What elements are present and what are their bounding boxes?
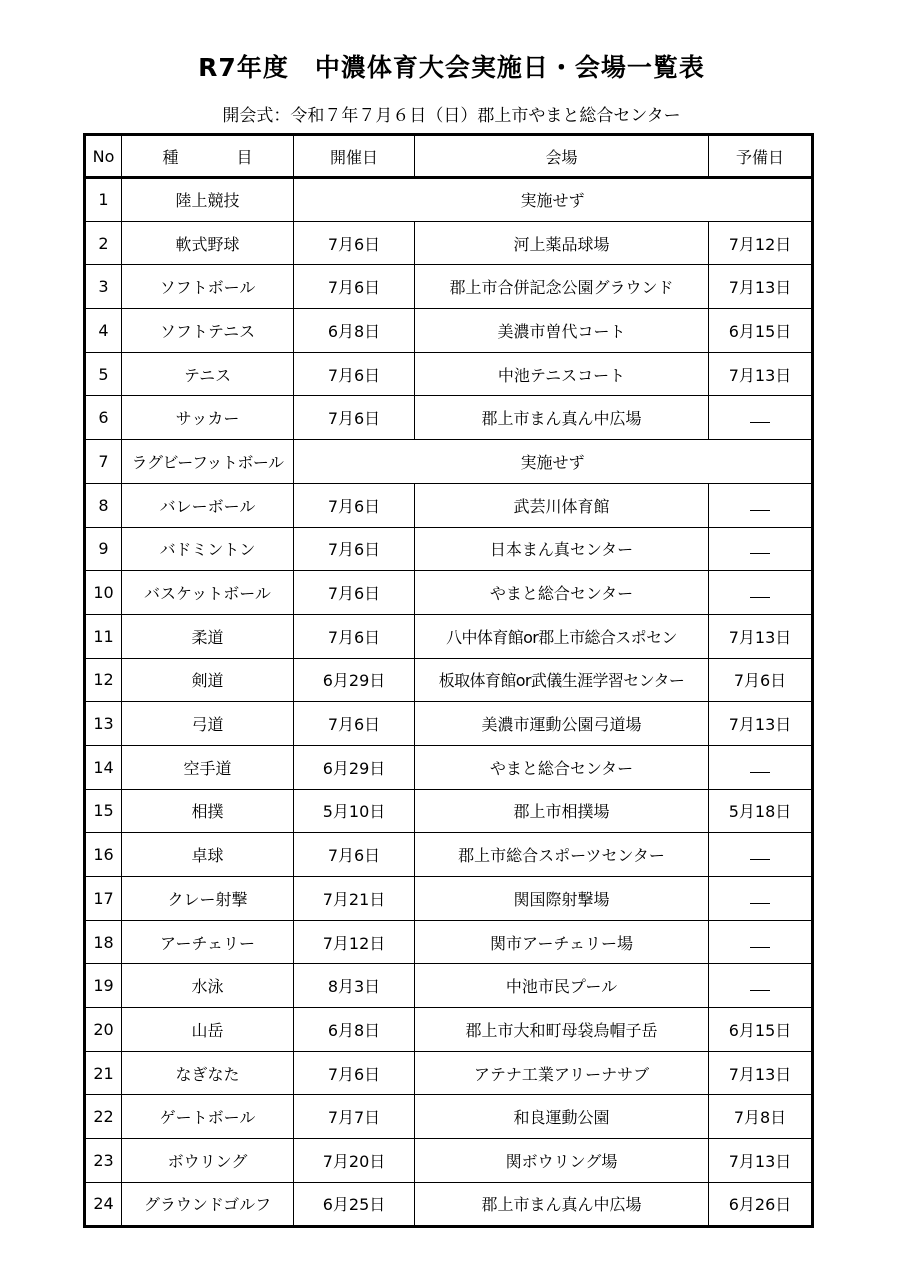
row-no: 11	[85, 614, 122, 658]
row-event: 卓球	[122, 833, 294, 877]
table-row	[85, 483, 813, 527]
header-event-char-2: 目	[236, 147, 253, 167]
row-venue: 日本まん真センター	[415, 527, 709, 571]
row-event: ソフトテニス	[122, 309, 294, 353]
row-date: 7月6日	[294, 702, 415, 746]
row-venue: 郡上市まん真ん中広場	[415, 1182, 709, 1226]
table-header-row	[85, 135, 813, 178]
table-row	[85, 920, 813, 964]
row-no: 4	[85, 309, 122, 353]
row-reserve-date: 6月26日	[709, 1182, 813, 1226]
row-event: 陸上競技	[122, 178, 294, 222]
header-no: No	[85, 135, 122, 178]
row-event: なぎなた	[122, 1051, 294, 1095]
table-row	[85, 614, 813, 658]
row-event: ラグビーフットボール	[122, 440, 294, 484]
row-venue: 中池テニスコート	[415, 352, 709, 396]
row-date: 5月10日	[294, 789, 415, 833]
row-venue: 美濃市運動公園弓道場	[415, 702, 709, 746]
row-date: 7月6日	[294, 221, 415, 265]
table-row	[85, 1139, 813, 1183]
row-date: 7月6日	[294, 483, 415, 527]
table-row	[85, 1095, 813, 1139]
row-date: 7月21日	[294, 877, 415, 921]
row-event: 弓道	[122, 702, 294, 746]
row-venue: 郡上市まん真ん中広場	[415, 396, 709, 440]
table-row	[85, 440, 813, 484]
row-date: 7月6日	[294, 571, 415, 615]
row-venue: 中池市民プール	[415, 964, 709, 1008]
table-row	[85, 265, 813, 309]
row-reserve-date: 7月13日	[709, 702, 813, 746]
row-event: 剣道	[122, 658, 294, 702]
row-date: 8月3日	[294, 964, 415, 1008]
row-date: 6月8日	[294, 309, 415, 353]
row-venue: 武芸川体育館	[415, 483, 709, 527]
row-no: 16	[85, 833, 122, 877]
row-reserve-date	[709, 745, 813, 789]
row-reserve-date	[709, 483, 813, 527]
row-venue: 関市アーチェリー場	[415, 920, 709, 964]
row-venue: 八中体育館or郡上市総合スポセン	[415, 614, 709, 658]
row-reserve-date: 7月13日	[709, 1139, 813, 1183]
row-date: 6月8日	[294, 1008, 415, 1052]
row-not-held: 実施せず	[294, 178, 813, 222]
row-event: アーチェリー	[122, 920, 294, 964]
table-row	[85, 178, 813, 222]
table-row	[85, 352, 813, 396]
page-title: R7年度 中濃体育大会実施日・会場一覧表	[198, 53, 705, 82]
row-reserve-date	[709, 877, 813, 921]
row-no: 17	[85, 877, 122, 921]
row-date: 7月12日	[294, 920, 415, 964]
row-date: 6月29日	[294, 658, 415, 702]
row-venue: 関ボウリング場	[415, 1139, 709, 1183]
row-event: 柔道	[122, 614, 294, 658]
row-no: 5	[85, 352, 122, 396]
row-venue: 和良運動公園	[415, 1095, 709, 1139]
row-no: 13	[85, 702, 122, 746]
no-reserve-dash	[750, 851, 770, 860]
row-venue: アテナ工業アリーナサブ	[415, 1051, 709, 1095]
row-event: バレーボール	[122, 483, 294, 527]
row-venue: 郡上市合併記念公園グラウンド	[415, 265, 709, 309]
row-no: 21	[85, 1051, 122, 1095]
row-event: サッカー	[122, 396, 294, 440]
header-reserve-date: 予備日	[709, 135, 813, 178]
row-no: 12	[85, 658, 122, 702]
header-date: 開催日	[294, 135, 415, 178]
row-reserve-date: 6月15日	[709, 1008, 813, 1052]
header-event-char-1: 種	[162, 147, 179, 167]
table-row	[85, 1051, 813, 1095]
row-event: 山岳	[122, 1008, 294, 1052]
no-reserve-dash	[750, 414, 770, 423]
row-venue: やまと総合センター	[415, 745, 709, 789]
row-date: 7月6日	[294, 833, 415, 877]
table-row	[85, 745, 813, 789]
table-row	[85, 964, 813, 1008]
row-reserve-date: 7月13日	[709, 614, 813, 658]
row-venue: 郡上市総合スポーツセンター	[415, 833, 709, 877]
row-reserve-date	[709, 571, 813, 615]
row-event: 相撲	[122, 789, 294, 833]
opening-ceremony-info: 開会式：令和７年７月６日（日）郡上市やまと総合センター	[222, 106, 681, 126]
row-no: 8	[85, 483, 122, 527]
row-reserve-date	[709, 964, 813, 1008]
row-venue: 関国際射撃場	[415, 877, 709, 921]
row-date: 6月29日	[294, 745, 415, 789]
row-no: 15	[85, 789, 122, 833]
row-date: 7月6日	[294, 527, 415, 571]
row-event: 空手道	[122, 745, 294, 789]
row-reserve-date: 7月12日	[709, 221, 813, 265]
row-date: 7月6日	[294, 614, 415, 658]
table-row	[85, 1182, 813, 1226]
table-row	[85, 527, 813, 571]
table-row	[85, 702, 813, 746]
row-no: 24	[85, 1182, 122, 1226]
row-no: 10	[85, 571, 122, 615]
row-date: 6月25日	[294, 1182, 415, 1226]
table-row	[85, 658, 813, 702]
row-reserve-date: 5月18日	[709, 789, 813, 833]
row-venue: 郡上市大和町母袋烏帽子岳	[415, 1008, 709, 1052]
row-no: 23	[85, 1139, 122, 1183]
row-no: 22	[85, 1095, 122, 1139]
row-no: 19	[85, 964, 122, 1008]
row-no: 14	[85, 745, 122, 789]
row-no: 6	[85, 396, 122, 440]
row-no: 20	[85, 1008, 122, 1052]
row-date: 7月7日	[294, 1095, 415, 1139]
row-reserve-date: 7月6日	[709, 658, 813, 702]
row-no: 18	[85, 920, 122, 964]
row-venue: 板取体育館or武儀生涯学習センター	[415, 658, 709, 702]
row-event: テニス	[122, 352, 294, 396]
row-reserve-date	[709, 920, 813, 964]
row-event: ソフトボール	[122, 265, 294, 309]
no-reserve-dash	[750, 589, 770, 598]
row-venue: やまと総合センター	[415, 571, 709, 615]
row-reserve-date: 7月13日	[709, 352, 813, 396]
header-venue: 会場	[415, 135, 709, 178]
table-row	[85, 789, 813, 833]
row-event: バスケットボール	[122, 571, 294, 615]
table-row	[85, 221, 813, 265]
row-date: 7月20日	[294, 1139, 415, 1183]
row-no: 3	[85, 265, 122, 309]
row-no: 9	[85, 527, 122, 571]
row-reserve-date: 7月8日	[709, 1095, 813, 1139]
row-reserve-date: 7月13日	[709, 1051, 813, 1095]
no-reserve-dash	[750, 982, 770, 991]
row-event: ゲートボール	[122, 1095, 294, 1139]
table-row	[85, 833, 813, 877]
no-reserve-dash	[750, 545, 770, 554]
row-event: クレー射撃	[122, 877, 294, 921]
no-reserve-dash	[750, 764, 770, 773]
row-reserve-date	[709, 527, 813, 571]
row-reserve-date: 6月15日	[709, 309, 813, 353]
row-reserve-date	[709, 833, 813, 877]
no-reserve-dash	[750, 502, 770, 511]
table-row	[85, 309, 813, 353]
row-no: 7	[85, 440, 122, 484]
table-row	[85, 1008, 813, 1052]
table-row	[85, 877, 813, 921]
header-event	[122, 135, 294, 178]
row-date: 7月6日	[294, 265, 415, 309]
row-not-held: 実施せず	[294, 440, 813, 484]
row-no: 1	[85, 178, 122, 222]
no-reserve-dash	[750, 895, 770, 904]
row-venue: 河上薬品球場	[415, 221, 709, 265]
row-date: 7月6日	[294, 1051, 415, 1095]
row-reserve-date: 7月13日	[709, 265, 813, 309]
row-date: 7月6日	[294, 396, 415, 440]
row-event: バドミントン	[122, 527, 294, 571]
row-date: 7月6日	[294, 352, 415, 396]
table-row	[85, 571, 813, 615]
row-event: 軟式野球	[122, 221, 294, 265]
row-reserve-date	[709, 396, 813, 440]
no-reserve-dash	[750, 939, 770, 948]
row-event: 水泳	[122, 964, 294, 1008]
row-venue: 郡上市相撲場	[415, 789, 709, 833]
row-no: 2	[85, 221, 122, 265]
row-event: グラウンドゴルフ	[122, 1182, 294, 1226]
row-event: ボウリング	[122, 1139, 294, 1183]
schedule-table	[83, 133, 814, 1228]
row-venue: 美濃市曽代コート	[415, 309, 709, 353]
table-row	[85, 396, 813, 440]
